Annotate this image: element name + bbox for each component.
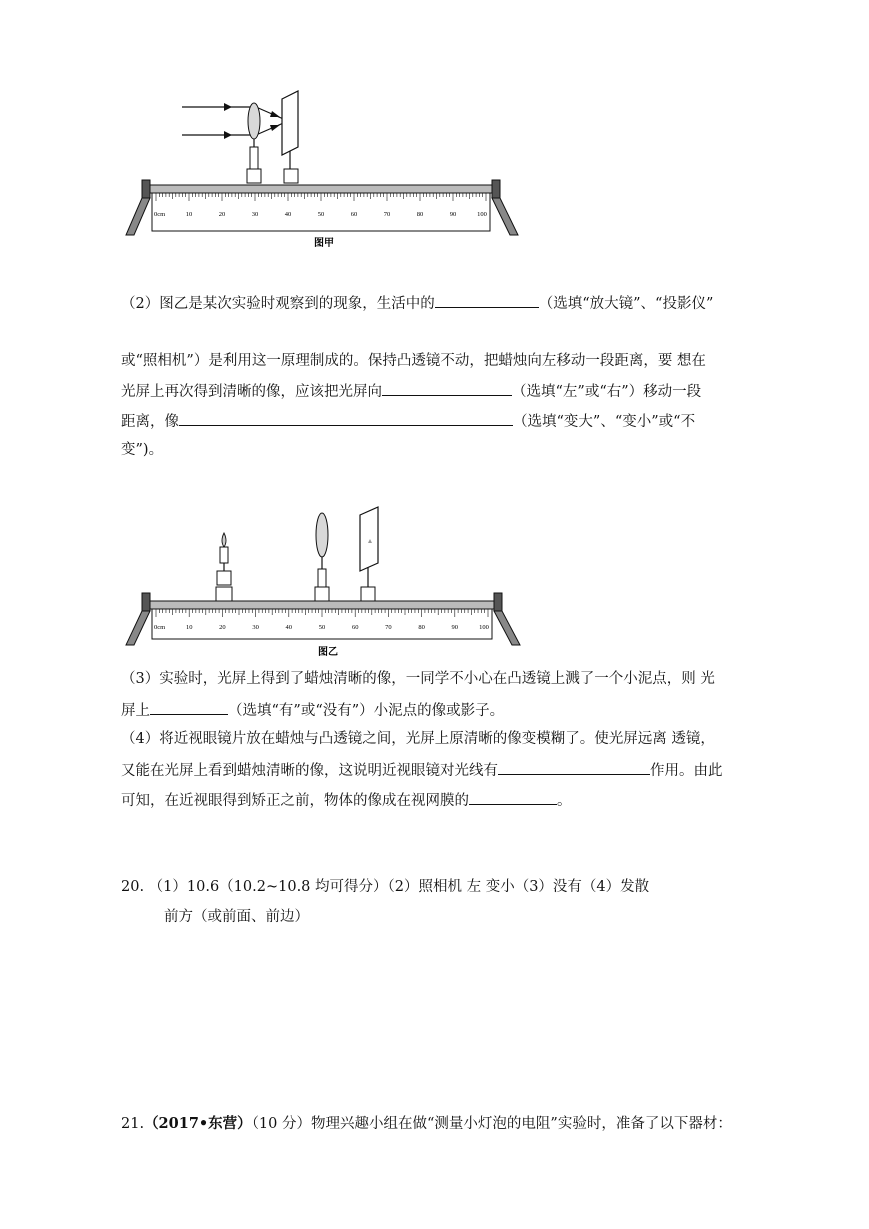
ruler-tick-label: 10 bbox=[185, 624, 193, 631]
q2-line-1: （2）图乙是某次实验时观察到的现象，生活中的 （选填“放大镜”、“投影仪” bbox=[121, 292, 713, 314]
q4-line-2: 又能在光屏上看到蜡烛清晰的像，这说明近视眼镜对光线有 作用。由此 bbox=[121, 759, 723, 781]
q3-line-1: （3）实验时，光屏上得到了蜡烛清晰的像，一同学不小心在凸透镜上溅了一个小泥点，则 光 bbox=[121, 671, 715, 687]
ruler-unit-a: 0cm bbox=[154, 211, 166, 218]
ruler-tick-label: 60 bbox=[350, 211, 358, 218]
q2-blank-size[interactable] bbox=[179, 410, 513, 426]
ruler-tick-label: 80 bbox=[416, 211, 424, 218]
q2-line-4: 距离，像 （选填“变大”、“变小”或“不 bbox=[121, 410, 695, 432]
q2-line-5: 变”)。 bbox=[121, 442, 164, 458]
ruler-tick-label: 50 bbox=[317, 211, 325, 218]
ruler-tick-label: 40 bbox=[285, 624, 293, 631]
ruler-tick-label: 20 bbox=[218, 211, 226, 218]
q4-line-1: （4）将近视眼镜片放在蜡烛与凸透镜之间，光屏上原清晰的像变模糊了。使光屏远离 透镜， bbox=[121, 731, 715, 747]
ruler-tick-label: 90 bbox=[451, 624, 459, 631]
q3-line-2: 屏上 （选填“有”或“没有”）小泥点的像或影子。 bbox=[121, 699, 504, 721]
ruler-tick-label: 100 bbox=[477, 211, 487, 218]
q2-line-3: 光屏上再次得到清晰的像，应该把光屏向 （选填“左”或“右”）移动一段 bbox=[121, 380, 701, 402]
ruler-tick-label: 30 bbox=[252, 624, 259, 631]
q21-line: 21.（2017•东营）（10 分）物理兴趣小组在做“测量小灯泡的电阻”实验时，准备了以下器材： bbox=[121, 1115, 732, 1132]
q4-line-3: 可知，在近视眼得到矫正之前，物体的像成在视网膜的 。 bbox=[121, 789, 572, 811]
ruler-tick-label: 90 bbox=[449, 211, 457, 218]
ruler-tick-label: 80 bbox=[418, 624, 425, 631]
figure-b-caption: 图乙 bbox=[318, 647, 338, 658]
ruler-tick-label: 70 bbox=[383, 211, 391, 218]
figure-b bbox=[120, 505, 530, 663]
ruler-tick-label: 40 bbox=[284, 211, 292, 218]
answer-20-line-2: 前方（或前面、前边） bbox=[164, 909, 309, 925]
q21-source: （2017•东营） bbox=[144, 1115, 252, 1132]
ruler-tick-label: 10 bbox=[185, 211, 193, 218]
q4-blank-effect[interactable] bbox=[498, 759, 650, 775]
figure-a bbox=[120, 85, 530, 260]
ruler-tick-label: 70 bbox=[385, 624, 392, 631]
ruler-tick-label: 100 bbox=[479, 624, 489, 631]
ruler-tick-label: 20 bbox=[219, 624, 226, 631]
q3-blank-image[interactable] bbox=[150, 699, 228, 715]
ruler-unit-b: 0cm bbox=[154, 624, 166, 631]
q2-line-2: 或“照相机”）是利用这一原理制成的。保持凸透镜不动，把蜡烛向左移动一段距离，要 想在 bbox=[121, 353, 706, 369]
q2-blank-direction[interactable] bbox=[382, 380, 512, 396]
q2-blank-device[interactable] bbox=[435, 292, 539, 308]
figure-a-caption: 图甲 bbox=[314, 238, 334, 249]
ruler-tick-label: 60 bbox=[351, 624, 359, 631]
ruler-tick-label: 50 bbox=[318, 624, 326, 631]
q4-blank-position[interactable] bbox=[469, 789, 557, 805]
ruler-tick-label: 30 bbox=[251, 211, 259, 218]
answer-20-line-1: 20. （1）10.6（10.2~10.8 均可得分）（2）照相机 左 变小（3）没有（4）发散 bbox=[121, 879, 650, 895]
